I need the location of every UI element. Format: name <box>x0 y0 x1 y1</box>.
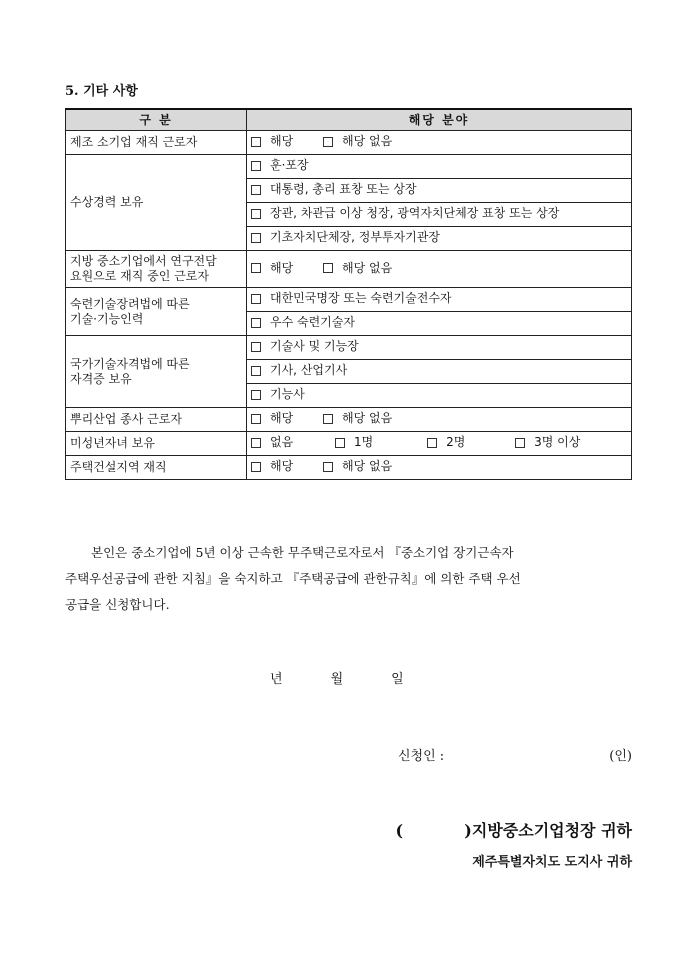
table-row <box>66 288 632 312</box>
row-label-housing-region: 주택건설지역 재직 <box>66 456 247 480</box>
checkbox-icon[interactable] <box>251 161 261 171</box>
application-date <box>270 668 404 687</box>
checkbox-icon[interactable] <box>251 414 261 424</box>
applicant-label: 신청인 : <box>398 749 445 764</box>
row-label-award: 수상경력 보유 <box>66 155 247 251</box>
checkbox-children-3plus[interactable]: 3명 이상 <box>515 435 580 450</box>
table-row <box>66 432 632 456</box>
checkbox-icon[interactable] <box>515 438 525 448</box>
checkbox-icon[interactable] <box>323 414 333 424</box>
checkbox-icon[interactable] <box>251 294 261 304</box>
checkbox-cert-engineer[interactable]: 기사, 산업기사 <box>251 363 347 378</box>
checkbox-icon[interactable] <box>251 342 261 352</box>
application-statement: 본인은 중소기업에 5년 이상 근속한 무주택근로자로서 『중소기업 장기근속자 주택우선공급에 관한 지침』을 숙지하고 『주택공급에 관한규칙』에 의한 주택 우선 공급을 신청합니다. <box>65 545 521 612</box>
checkbox-icon[interactable] <box>251 366 261 376</box>
checkbox-award-medal[interactable]: 훈·포장 <box>251 158 309 173</box>
checkbox-icon[interactable] <box>323 137 333 147</box>
row-label-root-industry: 뿌리산업 종사 근로자 <box>66 408 247 432</box>
checkbox-cert-craftsman[interactable]: 기능사 <box>251 387 305 402</box>
checkbox-researcher-yes[interactable]: 해당 <box>251 261 293 276</box>
date-year[interactable]: 년 <box>270 672 283 687</box>
checkbox-icon[interactable] <box>323 263 333 273</box>
checkbox-icon[interactable] <box>251 185 261 195</box>
checkbox-icon[interactable] <box>427 438 437 448</box>
header-field: 해당 분야 <box>247 109 632 131</box>
checkbox-icon[interactable] <box>251 390 261 400</box>
checkbox-award-minister[interactable]: 장관, 차관급 이상 청장, 광역자치단체장 표창 또는 상장 <box>251 206 559 221</box>
checkbox-cert-professional[interactable]: 기술사 및 기능장 <box>251 339 359 354</box>
applicant-signature <box>398 745 632 764</box>
checkbox-award-local[interactable]: 기초자치단체장, 정부투자기관장 <box>251 230 440 245</box>
checkbox-icon[interactable] <box>251 209 261 219</box>
table-row <box>66 251 632 288</box>
addressee-jeju-governor: 제주특별자치도 도지사 귀하 <box>472 855 632 870</box>
row-label-skilled: 숙련기술장려법에 따른 기술·기능인력 <box>66 288 247 336</box>
section-title: 5. 기타 사항 <box>65 84 138 99</box>
checkbox-manufacturing-yes[interactable]: 해당 <box>251 134 293 149</box>
checkbox-root-yes[interactable]: 해당 <box>251 411 293 426</box>
seal-mark[interactable]: (인) <box>609 749 632 764</box>
checkbox-icon[interactable] <box>251 438 261 448</box>
checkbox-housing-yes[interactable]: 해당 <box>251 459 293 474</box>
row-label-manufacturing: 제조 소기업 재직 근로자 <box>66 131 247 155</box>
table-row <box>66 131 632 155</box>
date-month[interactable]: 월 <box>330 672 344 687</box>
checkbox-children-1[interactable]: 1명 <box>335 435 373 450</box>
checkbox-children-none[interactable]: 없음 <box>251 435 293 450</box>
checkbox-housing-no[interactable]: 해당 없음 <box>323 459 392 474</box>
checkbox-icon[interactable] <box>251 233 261 243</box>
checkbox-icon[interactable] <box>251 137 261 147</box>
checkbox-icon[interactable] <box>251 318 261 328</box>
checkbox-icon[interactable] <box>323 462 333 472</box>
checkbox-icon[interactable] <box>251 462 261 472</box>
checkbox-icon[interactable] <box>335 438 345 448</box>
header-category: 구 분 <box>66 109 247 131</box>
checkbox-root-no[interactable]: 해당 없음 <box>323 411 392 426</box>
checkbox-award-president[interactable]: 대통령, 총리 표창 또는 상장 <box>251 182 417 197</box>
date-day[interactable]: 일 <box>391 672 404 687</box>
row-label-researcher: 지방 중소기업에서 연구전담 요원으로 재직 중인 근로자 <box>66 251 247 288</box>
table-row <box>66 408 632 432</box>
row-label-minor-children: 미성년자녀 보유 <box>66 432 247 456</box>
row-label-certificate: 국가기술자격법에 따른 자격증 보유 <box>66 336 247 408</box>
table-row <box>66 456 632 480</box>
table-row <box>66 155 632 179</box>
checkbox-manufacturing-no[interactable]: 해당 없음 <box>323 134 392 149</box>
checkbox-icon[interactable] <box>251 263 261 273</box>
addressee-sme-office: ( )지방중소기업청장 귀하 <box>395 821 632 840</box>
checkbox-skilled-excellent[interactable]: 우수 숙련기술자 <box>251 315 355 330</box>
checkbox-skilled-master[interactable]: 대한민국명장 또는 숙련기술전수자 <box>251 291 452 306</box>
checkbox-children-2[interactable]: 2명 <box>427 435 465 450</box>
other-matters-table <box>65 108 632 480</box>
table-row <box>66 336 632 360</box>
checkbox-researcher-no[interactable]: 해당 없음 <box>323 261 392 276</box>
